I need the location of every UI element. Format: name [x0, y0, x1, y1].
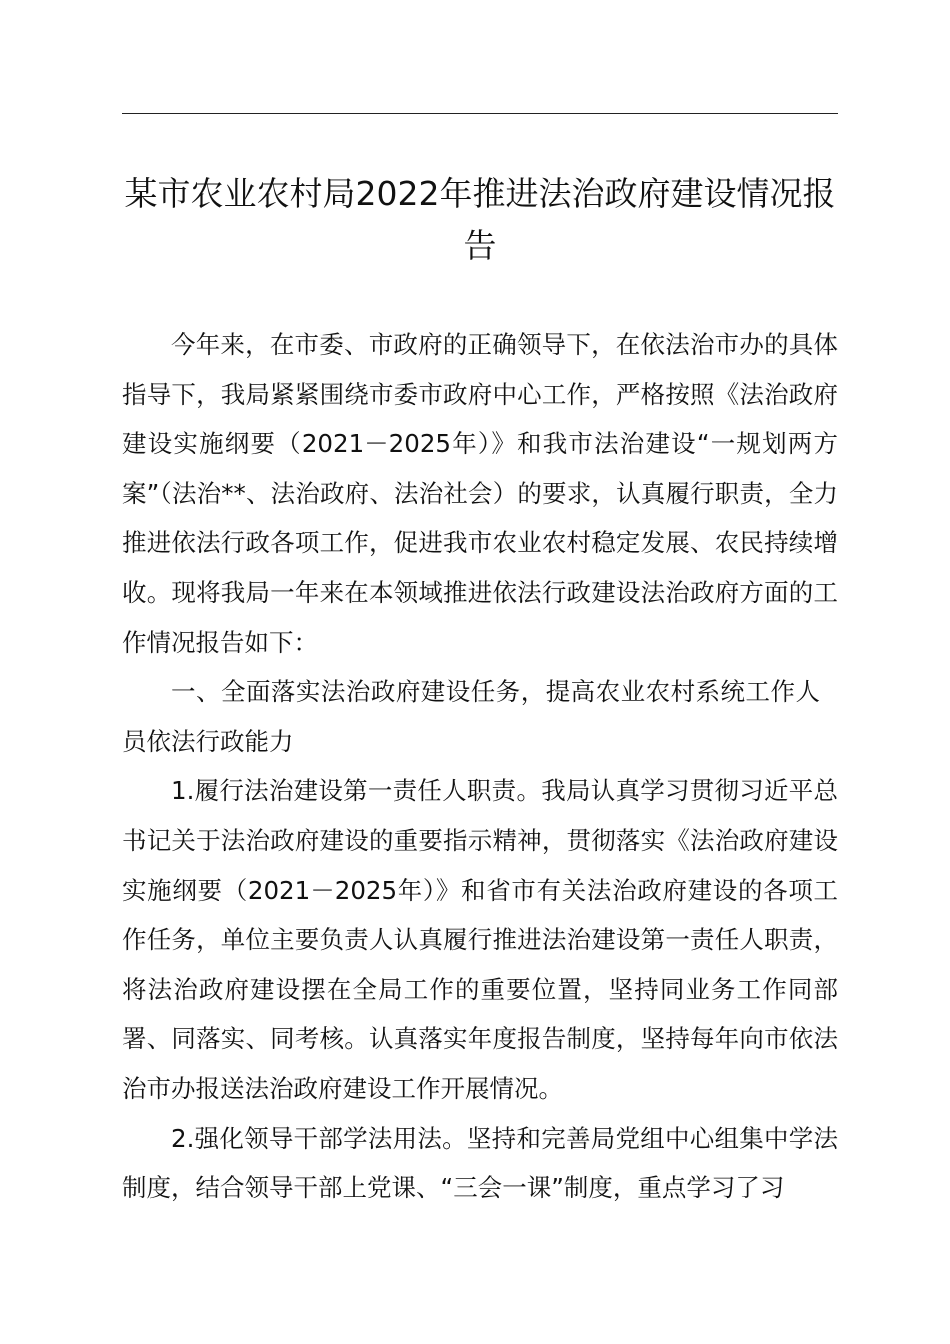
item-paragraph-1: 1.履行法治建设第一责任人职责。我局认真学习贯彻习近平总书记关于法治政府建设的重要指示精神，贯彻落实《法治政府建设实施纲要（2021－2025年）》和省市有关法治政府建设的各项工作任务，单位主要负责人认真履行推进法治建设第一责任人职责，将法治政府建设摆在全局工作的重要位置，坚持同业务工作同部署、同落实、同考核。认真落实年度报告制度，坚持每年向市依法治市办报送法治政府建设工作开展情况。 — [122, 776, 838, 1103]
intro-paragraph: 今年来，在市委、市政府的正确领导下，在依法治市办的具体指导下，我局紧紧围绕市委市政府中心工作，严格按照《法治政府建设实施纲要（2021－2025年）》和我市法治建设“一规划两方案”（法治**、法治政府、法治社会）的要求，认真履行职责，全力推进依法行政各项工作，促进我市农业农村稳定发展、农民持续增收。现将我局一年来在本领域推进依法行政建设法治政府方面的工作情况报告如下： — [122, 330, 838, 657]
document-body — [122, 320, 838, 1213]
item-paragraph-2: 2.强化领导干部学法用法。坚持和完善局党组中心组集中学法制度，结合领导干部上党课、“三会一课”制度，重点学习了习 — [122, 1123, 838, 1203]
section-heading-1: 一、全面落实法治政府建设任务，提高农业农村系统工作人员依法行政能力 — [122, 677, 820, 756]
header-rule — [122, 113, 838, 114]
document-title: 某市农业农村局2022年推进法治政府建设情况报告 — [124, 174, 836, 265]
